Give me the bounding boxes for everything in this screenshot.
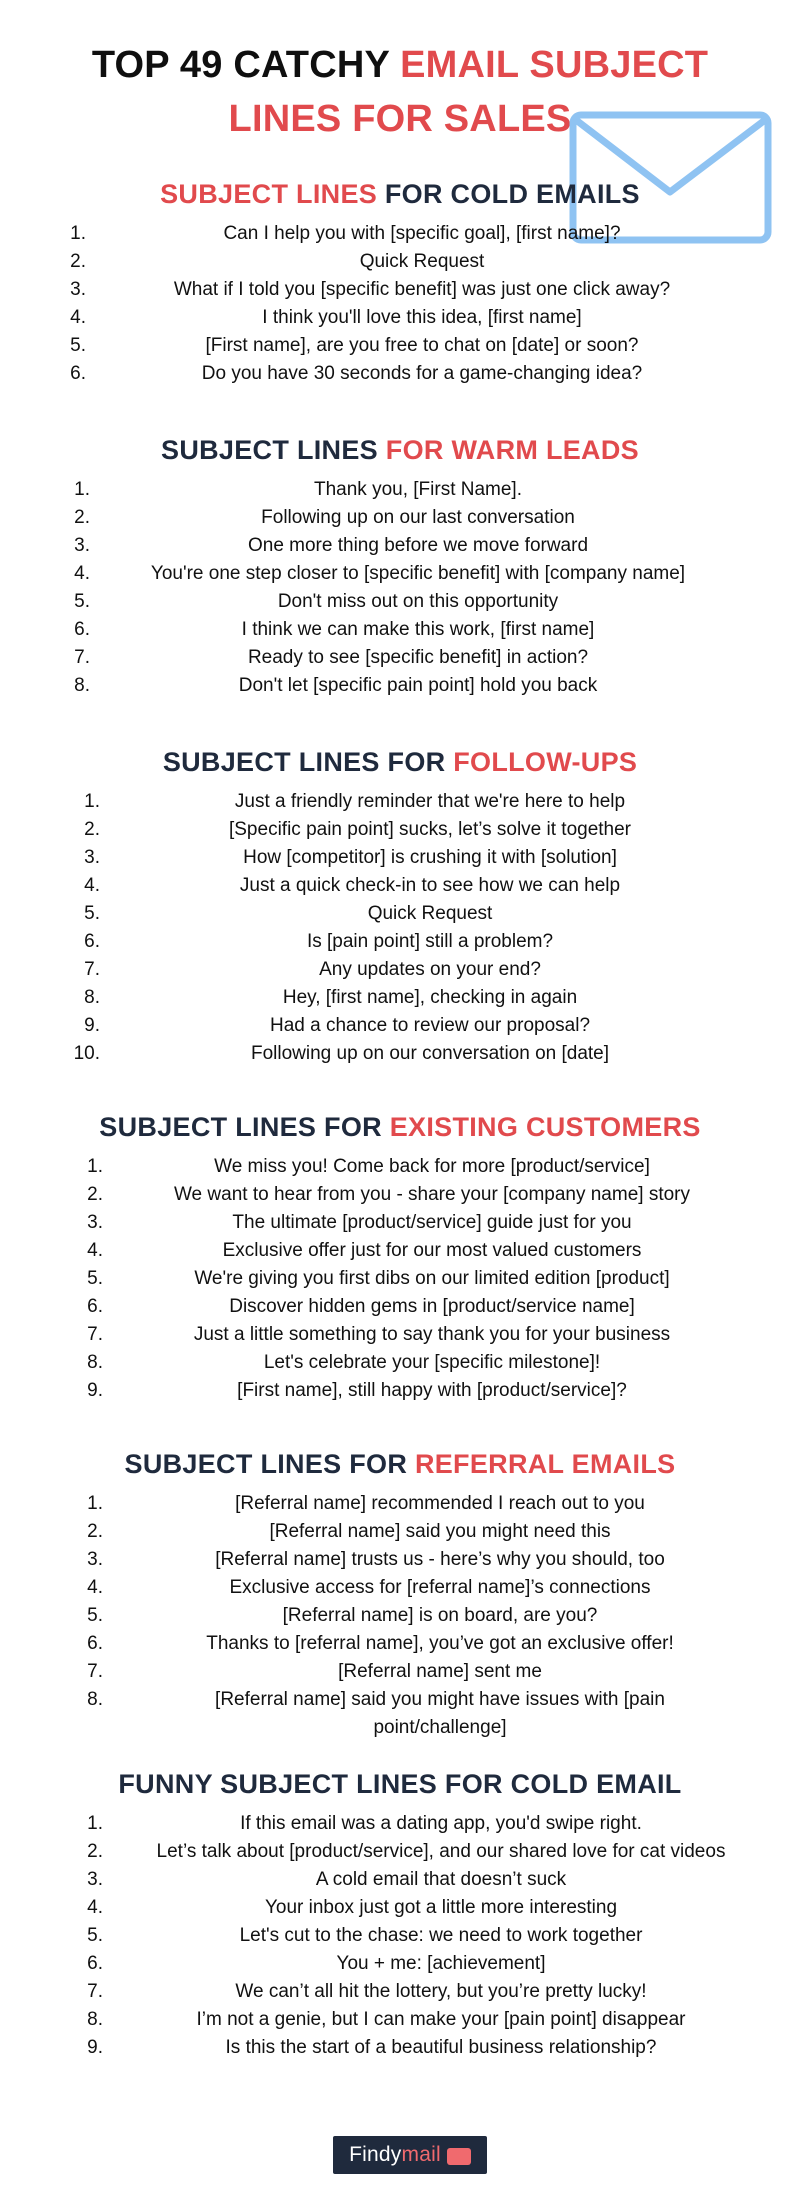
title-line-2: LINES FOR SALES — [228, 98, 572, 140]
list-item-number: 9. — [87, 1380, 103, 1401]
list-item-text: Just a little something to say thank you for your business — [193, 1324, 671, 1345]
list-item — [0, 1349, 800, 1377]
list-item — [0, 504, 800, 532]
list-item-number: 1. — [84, 791, 100, 812]
subject-list — [0, 1153, 800, 1405]
list-item-text: Quick Request — [367, 903, 493, 924]
list-item-number: 3. — [87, 1549, 103, 1570]
list-item — [0, 1040, 800, 1068]
list-item-text: [First name], are you free to chat on [date] or soon? — [205, 335, 639, 356]
list-item — [0, 476, 800, 504]
list-item-text: We're giving you first dibs on our limited edition [product] — [194, 1268, 670, 1289]
list-item-text: [First name], still happy with [product/service]? — [237, 1380, 627, 1401]
list-item-number: 7. — [87, 1661, 103, 1682]
list-item-text: Is this the start of a beautiful business relationship? — [225, 2037, 657, 2058]
list-item-number: 4. — [74, 563, 90, 584]
list-item — [0, 1950, 800, 1978]
list-item — [0, 616, 800, 644]
list-item-number: 2. — [70, 251, 86, 272]
list-item — [0, 1602, 800, 1630]
list-item — [0, 872, 800, 900]
section-cold-emails — [0, 174, 800, 388]
heading-red-part: REFERRAL EMAILS — [414, 1449, 676, 1479]
list-item-text: [Referral name] recommended I reach out to you — [235, 1493, 645, 1514]
heading-red-part: FOR WARM LEADS — [385, 435, 639, 465]
heading-dark-part: SUBJECT LINES FOR — [99, 1112, 390, 1142]
list-item — [0, 1894, 800, 1922]
heading-dark-part: FOR COLD EMAILS — [377, 179, 640, 209]
list-item-text: [Referral name] said you might need this — [269, 1521, 611, 1542]
section-existing-customers — [0, 1107, 800, 1405]
list-item-number: 3. — [74, 535, 90, 556]
section-referral-emails — [0, 1444, 800, 1742]
list-item — [0, 1838, 800, 1866]
list-item-number: 6. — [87, 1296, 103, 1317]
list-item — [0, 304, 800, 332]
list-item — [0, 1630, 800, 1658]
list-item-number: 3. — [87, 1212, 103, 1233]
list-item — [0, 1265, 800, 1293]
list-item-text: [Referral name] is on board, are you? — [282, 1605, 598, 1626]
list-item-text: Just a friendly reminder that we're here to help — [234, 791, 626, 812]
list-item-number: 6. — [74, 619, 90, 640]
list-item-text: Thank you, [First Name]. — [313, 479, 522, 500]
list-item-number: 2. — [87, 1841, 103, 1862]
list-item-text: The ultimate [product/service] guide just for you — [232, 1212, 632, 1233]
list-item — [0, 1237, 800, 1265]
list-item-number: 5. — [84, 903, 100, 924]
list-item-text: We miss you! Come back for more [product/service] — [214, 1156, 650, 1177]
findymail-logo — [333, 2136, 487, 2174]
list-item — [0, 644, 800, 672]
list-item-number: 3. — [84, 847, 100, 868]
list-item — [0, 1574, 800, 1602]
list-item-number: 6. — [87, 1953, 103, 1974]
list-item-text: I’m not a genie, but I can make your [pain point] disappear — [196, 2009, 686, 2030]
heading-dark-part: SUBJECT LINES — [161, 435, 386, 465]
list-item-text: You + me: [achievement] — [336, 1953, 546, 1974]
list-item — [0, 1293, 800, 1321]
list-item — [0, 956, 800, 984]
list-item — [0, 1181, 800, 1209]
section-follow-ups — [0, 742, 800, 1068]
list-item-number: 4. — [84, 875, 100, 896]
heading-dark-part: FUNNY SUBJECT LINES FOR COLD EMAIL — [118, 1769, 682, 1799]
list-item-text: A cold email that doesn’t suck — [315, 1869, 567, 1890]
list-item-number: 5. — [70, 335, 86, 356]
list-item-text: We want to hear from you - share your [company name] story — [173, 1184, 691, 1205]
list-item-number: 5. — [87, 1925, 103, 1946]
list-item-number: 1. — [70, 223, 86, 244]
list-item-text: You're one step closer to [specific benefit] with [company name] — [150, 563, 686, 584]
list-item — [0, 588, 800, 616]
subject-list — [0, 788, 800, 1068]
list-item — [0, 1153, 800, 1181]
list-item — [0, 248, 800, 276]
section-heading — [0, 1444, 800, 1484]
list-item-text: Is [pain point] still a problem? — [306, 931, 554, 952]
list-item-text: I think we can make this work, [first name] — [241, 619, 595, 640]
list-item-number: 7. — [87, 1324, 103, 1345]
list-item — [0, 1209, 800, 1237]
list-item-text: Your inbox just got a little more interesting — [264, 1897, 618, 1918]
heading-red-part: FOLLOW-UPS — [453, 747, 638, 777]
list-item — [0, 672, 800, 700]
list-item-number: 7. — [87, 1981, 103, 2002]
title-part-black: TOP 49 CATCHY — [91, 44, 401, 86]
list-item — [0, 1490, 800, 1518]
list-item-text: [Referral name] trusts us - here’s why you should, too — [215, 1549, 665, 1570]
list-item-number: 8. — [87, 1689, 103, 1710]
list-item — [0, 900, 800, 928]
list-item-text: If this email was a dating app, you'd swipe right. — [240, 1813, 642, 1834]
list-item-text: [Referral name] said you might have issues with [pain point/challenge] — [215, 1689, 665, 1738]
list-item-number: 2. — [84, 819, 100, 840]
list-item-number: 4. — [87, 1240, 103, 1261]
list-item — [0, 1377, 800, 1405]
list-item — [0, 532, 800, 560]
list-item-number: 1. — [87, 1156, 103, 1177]
list-item-text: Ready to see [specific benefit] in action? — [247, 647, 589, 668]
list-item-number: 8. — [87, 1352, 103, 1373]
list-item — [0, 1922, 800, 1950]
logo-wordmark — [349, 2136, 441, 2174]
list-item-number: 4. — [87, 1577, 103, 1598]
section-heading — [0, 742, 800, 782]
list-item — [0, 332, 800, 360]
list-item — [0, 816, 800, 844]
list-item-text: Can I help you with [specific goal], [first name]? — [223, 223, 621, 244]
list-item — [0, 844, 800, 872]
list-item-number: 5. — [87, 1268, 103, 1289]
list-item — [0, 1012, 800, 1040]
list-item-number: 10. — [73, 1043, 100, 1064]
list-item-text: Let’s talk about [product/service], and our shared love for cat videos — [156, 1841, 726, 1862]
list-item — [0, 984, 800, 1012]
list-item-number: 4. — [87, 1897, 103, 1918]
list-item — [0, 220, 800, 248]
list-item — [0, 1518, 800, 1546]
list-item-number: 6. — [87, 1633, 103, 1654]
section-heading — [0, 1764, 800, 1804]
list-item-text: Don't let [specific pain point] hold you back — [238, 675, 598, 696]
list-item-text: Discover hidden gems in [product/service name] — [229, 1296, 635, 1317]
list-item-text: How [competitor] is crushing it with [solution] — [243, 847, 617, 868]
list-item — [0, 1978, 800, 2006]
list-item-number: 9. — [84, 1015, 100, 1036]
list-item-text: Thanks to [referral name], you’ve got an exclusive offer! — [206, 1633, 674, 1654]
list-item-text: Exclusive offer just for our most valued customers — [222, 1240, 642, 1261]
heading-red-part: EXISTING CUSTOMERS — [389, 1112, 701, 1142]
list-item — [0, 1658, 800, 1686]
list-item-text: [Referral name] sent me — [338, 1661, 542, 1682]
subject-list — [0, 476, 800, 700]
list-item — [0, 1686, 800, 1742]
list-item-text: Don't miss out on this opportunity — [277, 591, 559, 612]
list-item-text: Just a quick check-in to see how we can help — [239, 875, 621, 896]
heading-dark-part: SUBJECT LINES FOR — [124, 1449, 415, 1479]
subject-list — [0, 1490, 800, 1742]
list-item-number: 9. — [87, 2037, 103, 2058]
list-item-number: 1. — [87, 1813, 103, 1834]
list-item — [0, 1866, 800, 1894]
list-item — [0, 928, 800, 956]
list-item-number: 1. — [87, 1493, 103, 1514]
list-item-number: 8. — [74, 675, 90, 696]
list-item-text: Any updates on your end? — [319, 959, 541, 980]
list-item — [0, 560, 800, 588]
list-item — [0, 360, 800, 388]
section-heading — [0, 1107, 800, 1147]
list-item-text: We can’t all hit the lottery, but you’re pretty lucky! — [235, 1981, 647, 2002]
list-item-text: [Specific pain point] sucks, let’s solve it together — [228, 819, 632, 840]
list-item — [0, 2006, 800, 2034]
subject-list — [0, 220, 800, 388]
list-item — [0, 1546, 800, 1574]
logo-find: Findy — [349, 2143, 402, 2166]
list-item-number: 2. — [87, 1521, 103, 1542]
logo-mail: mail — [401, 2143, 441, 2166]
list-item-text: Following up on our last conversation — [261, 507, 575, 528]
list-item-text: Had a chance to review our proposal? — [269, 1015, 591, 1036]
list-item-number: 7. — [74, 647, 90, 668]
list-item-number: 8. — [84, 987, 100, 1008]
list-item-number: 3. — [70, 279, 86, 300]
list-item-number: 1. — [74, 479, 90, 500]
list-item-text: Hey, [first name], checking in again — [282, 987, 578, 1008]
list-item-number: 5. — [87, 1605, 103, 1626]
list-item-text: Let's celebrate your [specific milestone]! — [263, 1352, 601, 1373]
list-item-text: I think you'll love this idea, [first name] — [262, 307, 582, 328]
heading-dark-part: SUBJECT LINES FOR — [162, 747, 454, 777]
list-item-text: What if I told you [specific benefit] was just one click away? — [173, 279, 671, 300]
title-part-red: EMAIL SUBJECT — [400, 44, 709, 86]
list-item — [0, 276, 800, 304]
list-item-number: 5. — [74, 591, 90, 612]
heart-mail-icon — [447, 2148, 471, 2165]
list-item — [0, 788, 800, 816]
subject-list — [0, 1810, 800, 2062]
section-warm-leads — [0, 430, 800, 700]
list-item — [0, 1321, 800, 1349]
section-heading — [0, 174, 800, 214]
list-item-number: 3. — [87, 1869, 103, 1890]
list-item-number: 4. — [70, 307, 86, 328]
heading-red-part: SUBJECT LINES — [160, 179, 378, 209]
list-item-number: 2. — [87, 1184, 103, 1205]
list-item-number: 8. — [87, 2009, 103, 2030]
list-item-text: One more thing before we move forward — [247, 535, 589, 556]
list-item-number: 7. — [84, 959, 100, 980]
section-heading — [0, 430, 800, 470]
list-item-text: Exclusive access for [referral name]’s connections — [229, 1577, 651, 1598]
list-item-text: Do you have 30 seconds for a game-changing idea? — [201, 363, 643, 384]
list-item-number: 6. — [84, 931, 100, 952]
list-item — [0, 1810, 800, 1838]
list-item — [0, 2034, 800, 2062]
section-funny-cold-email — [0, 1764, 800, 2062]
list-item-text: Following up on our conversation on [date] — [250, 1043, 610, 1064]
list-item-number: 6. — [70, 363, 86, 384]
list-item-number: 2. — [74, 507, 90, 528]
list-item-text: Quick Request — [359, 251, 485, 272]
list-item-text: Let's cut to the chase: we need to work together — [239, 1925, 643, 1946]
